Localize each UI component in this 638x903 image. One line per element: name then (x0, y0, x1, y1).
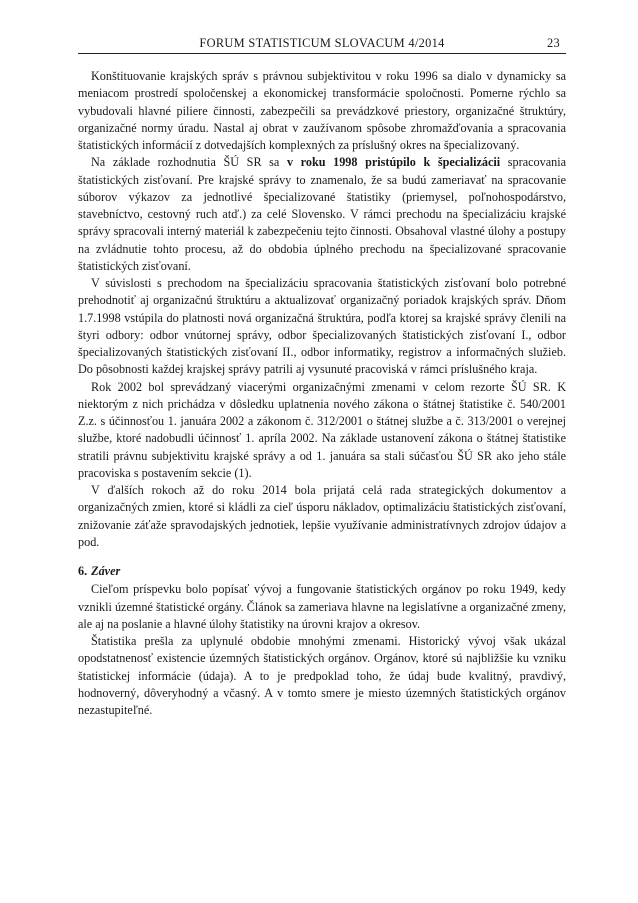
paragraph-2-lead: Na základe rozhodnutia ŠÚ SR sa (91, 155, 287, 170)
journal-title: FORUM STATISTICUM SLOVACUM 4/2014 (199, 36, 445, 50)
paragraph-2-rest: spracovania štatistických zisťovaní. Pre krajské správy to znamenalo, že sa budú zameriavať na spracovanie súborov výkazov za jednotlivé špecializované štatistiky (priemysel, poľnohospodárstvo, stavebníctvo, cestovný ruch atď.) za celé Slovensko. V rámci prechodu na špecializáciu krajské správy spracovali interný materiál k zabezpečeniu tejto činnosti. Obsahoval vlastné úlohy a postupy na zvládnutie tohto procesu, až do obdobia úplného prechodu na špecializované spracovanie štatistických zisťovaní. (78, 155, 566, 273)
page-number: 23 (547, 36, 560, 50)
paragraph-2-emphasis: v roku 1998 pristúpilo k špecializácii (286, 155, 501, 170)
paragraph-3: V súvislosti s prechodom na špecializáciu spracovania štatistických zisťovaní bolo potrebné prehodnotiť aj organizačnú štruktúru a aktualizovať organizačný poriadok krajských správ. Dňom 1.7.1998 vstúpila do platnosti nová organizačná štruktúra, podľa ktorej sa krajské správy členili na štyri odbory: odbor vnútornej správy, odbor špecializovaných štatistických zisťovaní I., odbor špecializovaných štatistických zisťovaní II., odbor informatiky, registrov a informačných služieb. Do pôsobnosti každej krajskej správy patrili aj vysunuté pracoviská v rámci príslušného kraja. (78, 276, 566, 377)
section-heading-conclusion (78, 563, 566, 580)
section-title: Záver (91, 564, 121, 578)
paragraph-4: Rok 2002 bol sprevádzaný viacerými organizačnými zmenami v celom rezorte ŠÚ SR. K niektorým z nich prichádza v dôsledku uplatnenia nového zákona o štátnej štatistike č. 540/2001 Z.z. s účinnosťou 1. januára 2002 a zákonom č. 312/2001 o štátnej službe a č. 313/2001 o verejnej službe, ktoré nadobudli účinnosť 1. apríla 2002. Na základe ustanovení zákona o štátnej štatistike stratili právnu subjektivitu krajské správy a od 1. januára sa stali súčasťou ŠÚ SR ako jeho stále pracoviska s postavením sekcie (1). (78, 379, 566, 480)
section-number: 6. (78, 564, 88, 578)
paragraph-2 (78, 154, 566, 275)
paragraph-5: V ďalších rokoch až do roku 2014 bola prijatá celá rada strategických dokumentov a organizačných zmien, ktoré si kládli za cieľ úsporu nákladov, optimalizáciu štatistických zisťovaní, znižovanie záťaže spravodajských jednotiek, lepšie využívanie administratívnych zdrojov údajov a pod. (78, 483, 566, 549)
conclusion-paragraph-2: Štatistika prešla za uplynulé obdobie mnohými zmenami. Historický vývoj však ukázal opodstatnenosť existencie územných štatistických orgánov. Orgánov, ktoré sú najbližšie ku vzniku štatistickej informácie (údaja). A to je predpoklad toho, že údaj bude kvalitný, pravdivý, hodnoverný, dôveryhodný a včasný. A v tomto smere je miesto územných štatistických orgánov nezastupiteľné. (78, 634, 566, 717)
article-body (78, 68, 566, 719)
conclusion-paragraph-1: Cieľom príspevku bolo popísať vývoj a fungovanie štatistických orgánov po roku 1949, kedy vznikli územné štatistické orgány. Článok sa zameriava hlavne na legislatívne a organizačné zmeny, ale aj na poslanie a hlavné úlohy štatistiky na úrovni krajov a okresov. (78, 582, 566, 631)
paragraph-1: Konštituovanie krajských správ s právnou subjektivitou v roku 1996 sa dialo v dynamicky sa meniacom prostredí spoločenskej a ekonomickej transformácie spoločnosti. Pomerne rýchlo sa vybudovali hlavné piliere činnosti, zabezpečili sa prevádzkové priestory, organizačné štruktúry, organizačné normy úradu. Nastal aj obrat v zaužívanom spôsobe zhromažďovania a spracovania štatistických informácií z dotvedajších komplexných za príslušný okres na špecializovaný. (78, 69, 566, 152)
running-header (78, 35, 566, 54)
